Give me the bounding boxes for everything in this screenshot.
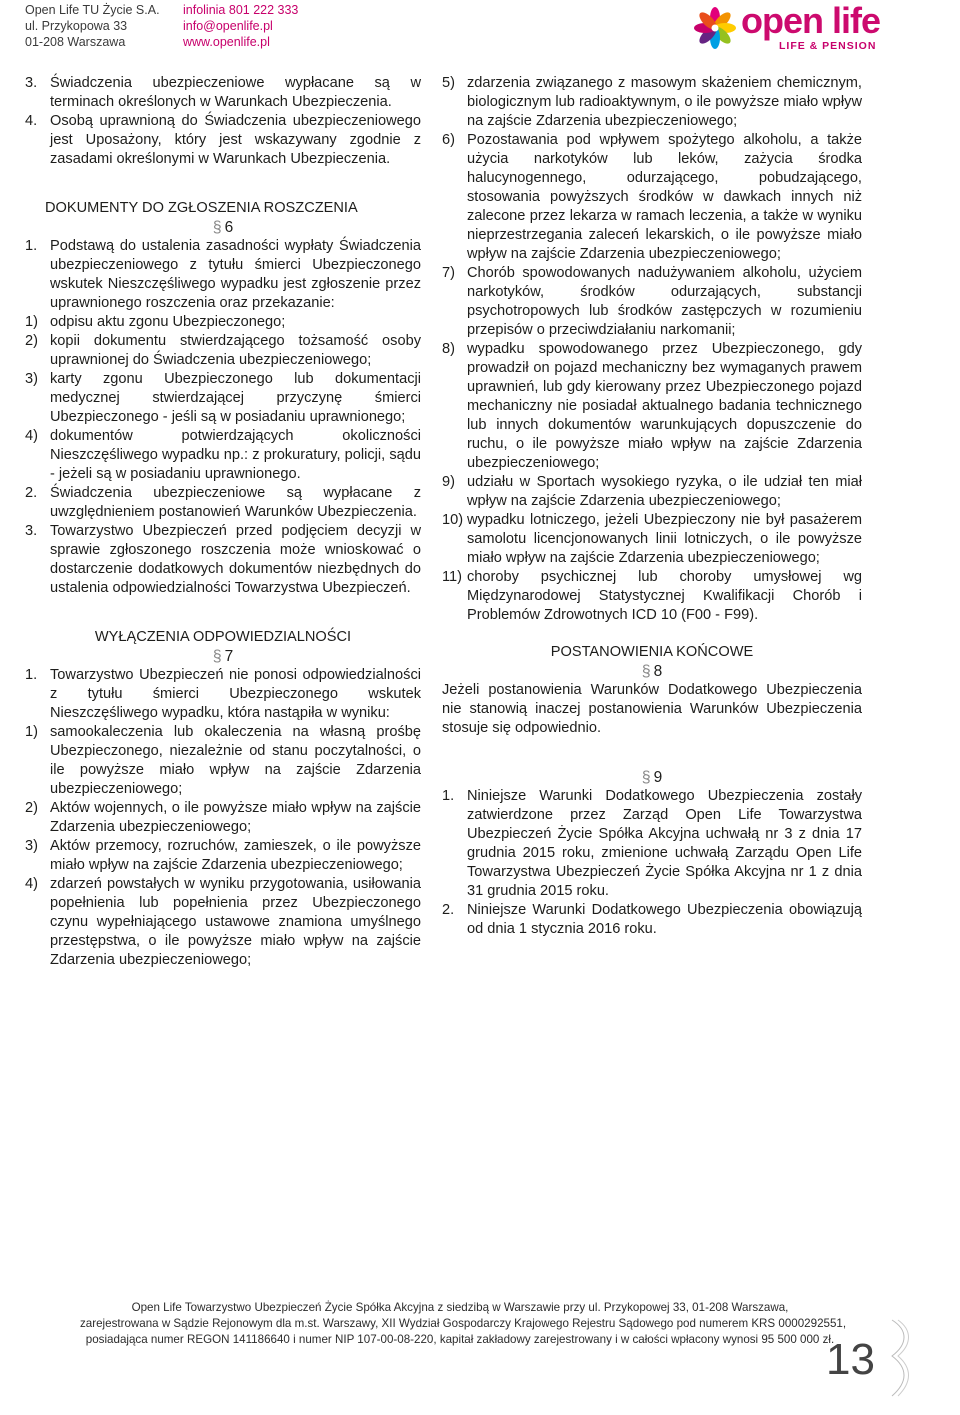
logo-wordmark: open life xyxy=(741,0,881,41)
s7-subitem: 8) wypadku spowodowanego przez Ubezpieczonego, gdy prowadził on pojazd mechaniczny bez wymaganych prawem uprawnień, lub gdy kierowany przez Ubezpieczonego pojazd mechaniczny nie posiadał aktualnego badania technicznego lub innych dokumentów warunkujących dopuszczenie do ruchu, o ile powyższe miało wpływ na zajście Zdarzenia ubezpieczeniowego; xyxy=(442,341,862,471)
s9-point: 1. Niniejsze Warunki Dodatkowego Ubezpieczenia zostały zatwierdzone przez Zarząd Open Life Towarzystwa Ubezpieczeń Życie Spółka Akcyjna uchwałą nr 3 z dnia 17 grudnia 2015 roku, zmienione uchwałą Zarządu Open Life Towarzystwa Ubezpieczeń Życie Spółka Akcyjna nr 1 z dnia 31 grudnia 2015 roku. xyxy=(442,788,862,899)
point-number: 1. xyxy=(25,238,38,254)
company-street: ul. Przykopowa 33 xyxy=(25,19,128,33)
point-text: Świadczenia ubezpieczeniowe wypłacane są w terminach określonych w Warunkach Ubezpieczenia. xyxy=(50,75,421,110)
s6-point-3: 3. Towarzystwo Ubezpieczeń przed podjęciem decyzji w sprawie zgłoszonego roszczenia może wnioskować o dostarczenie dodatkowych dokumentów niezbędnych do ustalenia odpowiedzialności Towarzystwa Ubezpieczeń. xyxy=(25,523,421,596)
s6-subitem: 2) kopii dokumentu stwierdzającego tożsamość osoby uprawnionej do Świadczenia ubezpieczeniowego; xyxy=(25,333,421,368)
intro-point-3 xyxy=(25,74,421,112)
paragraph-number-8: § 8 xyxy=(641,663,663,680)
company-name: Open Life TU Życie S.A. xyxy=(25,3,160,17)
legal-footer xyxy=(80,1300,847,1348)
footer-line: posiadająca numer REGON 141186640 i numer NIP 107-00-08-220, kapitał zakładowy zarejestrowany i w całości wpłacony wynosi 95 500 000 zł. xyxy=(85,1333,835,1346)
website-link[interactable]: www.openlife.pl xyxy=(183,35,270,49)
s6-subitem: 4) dokumentów potwierdzających okoliczności Nieszczęśliwego wypadku np.: z prokuratury, policji, sądu - jeżeli są w posiadaniu uprawnionego. xyxy=(25,428,421,482)
s6-subitem: 1) odpisu aktu zgonu Ubezpieczonego; xyxy=(25,314,286,330)
section-heading-exclusions: WYŁĄCZENIA ODPOWIEDZIALNOŚCI xyxy=(94,629,352,645)
footer-line: zarejestrowana w Sądzie Rejonowym dla m.st. Warszawy, XII Wydział Gospodarczy Krajowego Rejestru Sądowego pod numerem KRS 0000292551, xyxy=(80,1317,847,1330)
open-life-logo xyxy=(693,2,883,54)
footer-ornament-icon xyxy=(888,1318,914,1398)
flower-logo-icon xyxy=(693,6,737,50)
s7-subitem: 7) Chorób spowodowanych nadużywaniem alkoholu, użyciem narkotyków, środków odurzających, substancji psychotropowych lub środków zastępczych w rozumieniu przepisów o przeciwdziałaniu narkomanii; xyxy=(442,265,862,338)
s7-subitem: 11) choroby psychicznej lub choroby umysłowej wg Międzynarodowej Statystycznej Kwalifikacji Chorób i Problemów Zdrowotnych ICD 10 (F00 - F99). xyxy=(442,569,862,623)
s7-subitem: 1) samookaleczenia lub okaleczenia na własną prośbę Ubezpieczonego, niezależnie od stanu poczytalności, o ile powyższe miało wpływ na zajście Zdarzenia ubezpieczeniowego; xyxy=(25,724,421,797)
section-heading-final-provisions: POSTANOWIENIA KOŃCOWE xyxy=(550,644,754,660)
intro-point-4 xyxy=(25,112,421,169)
s7-subitem: 9) udziału w Sportach wysokiego ryzyka, o ile udział ten miał wpływ na zajście Zdarzenia ubezpieczeniowego; xyxy=(442,474,862,509)
s7-subitem: 2) Aktów wojennych, o ile powyższe miało wpływ na zajście Zdarzenia ubezpieczeniowego; xyxy=(25,800,421,835)
point-text: Podstawą do ustalenia zasadności wypłaty Świadczenia ubezpieczeniowego z tytułu śmierci Ubezpieczonego wskutek Nieszczęśliwego wypadku jest zgłoszenie przez uprawnionego roszczenia oraz przekazanie: xyxy=(50,238,421,311)
company-city: 01-208 Warszawa xyxy=(25,35,126,49)
s6-point-1 xyxy=(25,237,421,313)
company-address xyxy=(25,2,160,50)
point-number: 3. xyxy=(25,75,38,91)
section-sign-icon: § xyxy=(641,663,651,680)
section-sign-icon: § xyxy=(212,219,222,236)
paragraph-number-7: § 7 xyxy=(212,648,234,665)
paragraph-number-9: § 9 xyxy=(641,769,663,786)
paragraph-number-6: § 6 xyxy=(212,219,234,236)
s7-subitem: 10) wypadku lotniczego, jeżeli Ubezpieczony nie był pasażerem samolotu licencjonowanych linii lotniczych, o ile powyższe miało wpływ na zajście Zdarzenia ubezpieczeniowego; xyxy=(442,512,862,566)
s8-text: Jeżeli postanowienia Warunków Dodatkowego Ubezpieczenia nie stanowią inaczej postanowienia Warunków Ubezpieczenia stosuje się odpowiednio. xyxy=(442,682,862,736)
s7-subitem: 5) zdarzenia związanego z masowym skażeniem chemicznym, biologicznym lub radioaktywnym, o ile powyższe miało wpływ na zajście Zdarzenia ubezpieczeniowego; xyxy=(442,75,862,129)
section-sign-icon: § xyxy=(641,769,651,786)
s7-subitem: 6) Pozostawania pod wpływem spożytego alkoholu, a także użycia narkotyków lub leków, zażycia środka halucynogennego, odurzającego, pobudzającego, stosowania powyższych środków w dawkach innych niż zalecone przez lekarza w ramach leczenia, a także w wyniku nieprzestrzegania zaleceń lekarskich, o ile powyższe miało wpływ na zajście Zdarzenia ubezpieczeniowego; xyxy=(442,132,862,262)
s7-point-1: 1. Towarzystwo Ubezpieczeń nie ponosi odpowiedzialności z tytułu śmierci Ubezpieczonego wskutek Nieszczęśliwego wypadku, która nastąpiła w wyniku: xyxy=(25,667,421,721)
s6-point-2: 2. Świadczenia ubezpieczeniowe są wypłacane z uwzględnieniem postanowień Warunków Ubezpieczenia. xyxy=(25,485,421,520)
hotline: infolinia 801 222 333 xyxy=(183,3,299,17)
right-column xyxy=(442,74,862,939)
s6-subitem: 3) karty zgonu Ubezpieczonego lub dokumentacji medycznej stwierdzającej przyczynę śmierci Ubezpieczonego - jeśli są w posiadaniu uprawnionego; xyxy=(25,371,421,425)
s9-point: 2. Niniejsze Warunki Dodatkowego Ubezpieczenia obowiązują od dnia 1 stycznia 2016 roku. xyxy=(442,902,862,937)
s7-subitem: 3) Aktów przemocy, rozruchów, zamieszek, o ile powyższe miało wpływ na zajście Zdarzenia ubezpieczeniowego; xyxy=(25,838,421,873)
left-column xyxy=(25,74,421,970)
section-heading-documents: DOKUMENTY DO ZGŁOSZENIA ROSZCZENIA xyxy=(45,200,358,216)
point-number: 4. xyxy=(25,113,38,129)
point-text: Osobą uprawnioną do Świadczenia ubezpieczeniowego jest Uposażony, który jest wskazywany zgodnie z zasadami określonymi w Warunkach Ubezpieczenia. xyxy=(50,113,421,167)
footer-line: Open Life Towarzystwo Ubezpieczeń Życie Spółka Akcyjna z siedzibą w Warszawie przy ul. Przykopowej 33, 01-208 Warszawa, xyxy=(131,1301,789,1314)
logo-tagline: LIFE & PENSION xyxy=(779,40,877,52)
email-link[interactable]: info@openlife.pl xyxy=(183,19,273,33)
s7-subitem: 4) zdarzeń powstałych w wyniku przygotowania, usiłowania popełnienia lub popełnienia przez Ubezpieczonego czynu wypełniającego ustawowe znamiona umyślnego przestępstwa, o ile powyższe miało wpływ na zajście Zdarzenia ubezpieczeniowego; xyxy=(25,876,421,968)
section-sign-icon: § xyxy=(212,648,222,665)
company-contact xyxy=(183,2,298,50)
page-number: 13 xyxy=(826,1335,875,1384)
